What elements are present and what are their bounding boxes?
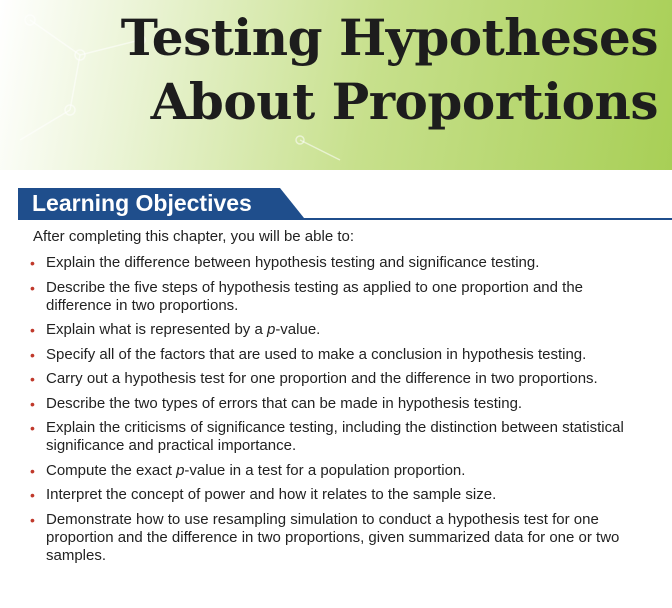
objectives-list <box>28 254 628 571</box>
objective-text: p <box>176 461 185 479</box>
chapter-banner <box>0 0 672 170</box>
objective-item <box>28 254 628 272</box>
bullet-icon: • <box>30 511 35 528</box>
objective-text: Describe the five steps of hypothesis testing as applied to one proportion and the difference in two proportions. <box>46 278 584 314</box>
bullet-icon: • <box>30 255 35 271</box>
learning-objectives-heading: Learning Objectives <box>32 190 252 216</box>
objective-text: -value. <box>275 321 321 338</box>
objective-item <box>28 346 628 364</box>
objective-item <box>28 511 628 565</box>
bullet-icon: • <box>30 462 35 479</box>
bullet-icon: • <box>30 279 35 296</box>
objective-text: Specify all of the factors that are used to make a conclusion in hypothesis testing. <box>46 345 587 363</box>
bullet-icon: • <box>30 322 35 338</box>
objective-text: Describe the two types of errors that can be made in hypothesis testing. <box>46 394 523 412</box>
objective-item <box>28 419 628 455</box>
objective-item <box>28 462 628 480</box>
learning-objectives-tab <box>18 188 304 218</box>
bullet-icon: • <box>30 487 35 503</box>
objective-item <box>28 321 628 339</box>
chapter-title <box>121 6 658 134</box>
bullet-icon: • <box>30 420 35 436</box>
objectives-intro: After completing this chapter, you will be able to: <box>33 228 355 245</box>
objective-text: Explain the difference between hypothesis testing and significance testing. <box>46 254 540 271</box>
objective-text: -value in a test for a population proportion. <box>184 461 466 479</box>
bullet-icon: • <box>30 346 35 363</box>
chapter-title-line-2: About Proportions <box>150 72 658 131</box>
bullet-icon: • <box>30 395 35 412</box>
objective-text: Demonstrate how to use resampling simulation to conduct a hypothesis test for one proportion and the difference in two proportions, given summarized data for one or two samples. <box>46 510 620 564</box>
objective-text: Explain the criticisms of significance testing, including the distinction between statistical significance and practical importance. <box>46 419 624 454</box>
objective-text: Interpret the concept of power and how it relates to the sample size. <box>46 486 497 503</box>
objective-text: Carry out a hypothesis test for one proportion and the difference in two proportions. <box>46 370 598 387</box>
section-divider <box>18 218 672 220</box>
bullet-icon: • <box>30 371 35 387</box>
objective-text: Explain what is represented by a <box>46 321 267 338</box>
chapter-title-line-1: Testing Hypotheses <box>120 8 658 67</box>
objective-item <box>28 395 628 413</box>
objective-item <box>28 279 628 315</box>
objective-item <box>28 370 628 388</box>
objective-item <box>28 486 628 504</box>
objective-text: Compute the exact <box>46 461 177 479</box>
objective-text: p <box>266 321 276 338</box>
